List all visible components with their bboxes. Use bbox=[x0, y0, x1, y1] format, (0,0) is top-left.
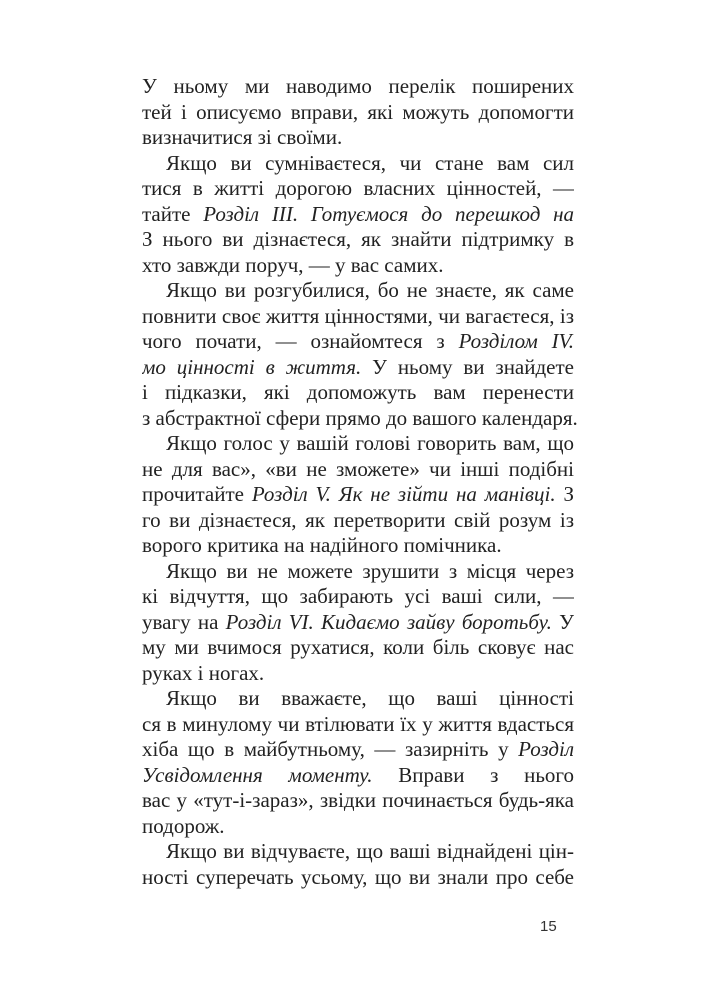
text-segment: му ми вчимося рухатися, коли біль сковує нас bbox=[142, 635, 574, 659]
text-segment: У bbox=[559, 609, 574, 634]
text-segment: з абстрактної сфери прямо до вашого календаря. bbox=[142, 405, 578, 430]
text-segment: Якщо ви сумніваєтеся, чи стане вам сил bbox=[166, 150, 574, 175]
chapter-reference: Розділ V. Як не зійти на манівці. bbox=[251, 482, 556, 506]
text-line bbox=[142, 74, 574, 100]
text-line bbox=[142, 559, 574, 585]
text-line bbox=[142, 125, 574, 151]
text-line bbox=[142, 661, 574, 687]
text-segment: тайте bbox=[142, 201, 204, 226]
text-line bbox=[142, 610, 574, 636]
chapter-reference: Усвідомлення моменту. bbox=[142, 762, 373, 787]
chapter-reference: Розділ III. Готуємося до перешкод на bbox=[203, 201, 574, 226]
page-number: 15 bbox=[540, 918, 557, 935]
text-segment: Якщо ви розгубилися, бо не знаєте, як саме bbox=[166, 278, 574, 302]
text-segment: хіба що в майбутньому, — зазирніть у bbox=[142, 737, 519, 761]
text-line bbox=[142, 686, 574, 712]
text-line bbox=[142, 788, 574, 814]
body-text bbox=[142, 74, 578, 890]
text-segment: і підказки, які допоможуть вам перенести bbox=[142, 380, 574, 404]
text-line bbox=[142, 227, 574, 253]
text-line bbox=[142, 253, 574, 279]
text-line bbox=[142, 355, 574, 381]
text-line bbox=[142, 584, 574, 610]
text-segment: У ньому ми наводимо перелік поширених bbox=[142, 74, 574, 98]
chapter-reference: Розділом IV. bbox=[458, 329, 574, 353]
text-segment: вас у «тут-і-зараз», звідки починається будь-яка bbox=[142, 788, 574, 812]
text-line bbox=[142, 202, 574, 228]
text-line bbox=[142, 431, 574, 457]
text-segment: визначитися зі своїми. bbox=[142, 125, 343, 149]
text-line bbox=[142, 635, 574, 661]
text-line bbox=[142, 151, 574, 177]
text-segment: тей і описуємо вправи, які можуть допомогти bbox=[142, 99, 574, 124]
text-segment: не для вас», «ви не зможете» чи інші подібні bbox=[142, 456, 574, 481]
text-line bbox=[142, 865, 574, 891]
text-segment: З нього ви дізнаєтеся, як знайти підтримку в bbox=[142, 227, 574, 251]
text-line bbox=[142, 380, 574, 406]
text-segment: руках і ногах. bbox=[142, 660, 265, 685]
text-line bbox=[142, 763, 574, 789]
text-line bbox=[142, 839, 574, 865]
text-segment: Якщо голос у вашій голові говорить вам, що bbox=[166, 431, 574, 455]
text-line bbox=[142, 508, 574, 534]
chapter-reference: мо цінності в життя. bbox=[142, 354, 362, 379]
text-segment: повнити своє життя цінностями, чи вагаєтеся, із bbox=[142, 303, 574, 328]
text-segment: увагу на bbox=[142, 609, 226, 634]
text-segment: го ви дізнаєтеся, як перетворити свій розум із bbox=[142, 507, 574, 532]
text-segment: ності суперечать усьому, що ви знали про себе bbox=[142, 864, 574, 889]
text-segment: подорож. bbox=[142, 813, 225, 838]
text-segment: Якщо ви вважаєте, що ваші цінності bbox=[166, 686, 574, 710]
text-line bbox=[142, 304, 574, 330]
text-segment: ворого критика на надійного помічника. bbox=[142, 533, 502, 557]
text-segment: чого почати, — ознайомтеся з bbox=[142, 329, 459, 353]
text-segment: тися в житті дорогою власних цінностей, — bbox=[142, 176, 574, 200]
text-line bbox=[142, 329, 574, 355]
text-segment: прочитайте bbox=[142, 482, 252, 506]
text-segment: хто завжди поруч, — у вас самих. bbox=[142, 252, 444, 277]
text-segment: З bbox=[563, 482, 574, 506]
text-line bbox=[142, 405, 578, 432]
text-line bbox=[142, 482, 574, 508]
text-line bbox=[142, 457, 574, 483]
text-line bbox=[142, 100, 574, 126]
text-line bbox=[142, 278, 574, 304]
text-line bbox=[142, 533, 574, 559]
text-segment: Якщо ви не можете зрушити з місця через bbox=[166, 558, 574, 583]
text-line bbox=[142, 737, 574, 763]
text-line bbox=[142, 176, 574, 202]
text-segment: кі відчуття, що забирають усі ваші сили, — bbox=[142, 584, 574, 608]
text-line bbox=[142, 814, 574, 840]
chapter-reference: Розділ bbox=[518, 737, 574, 761]
text-line bbox=[142, 712, 574, 738]
text-segment: У ньому ви знайдете bbox=[372, 354, 574, 379]
text-segment: Вправи з нього bbox=[398, 762, 574, 787]
text-segment: ся в минулому чи втілювати їх у життя вдасться bbox=[142, 711, 574, 736]
text-segment: Якщо ви відчуваєте, що ваші віднайдені цін- bbox=[166, 839, 574, 863]
chapter-reference: Розділ VI. Кидаємо зайву боротьбу. bbox=[225, 609, 552, 634]
